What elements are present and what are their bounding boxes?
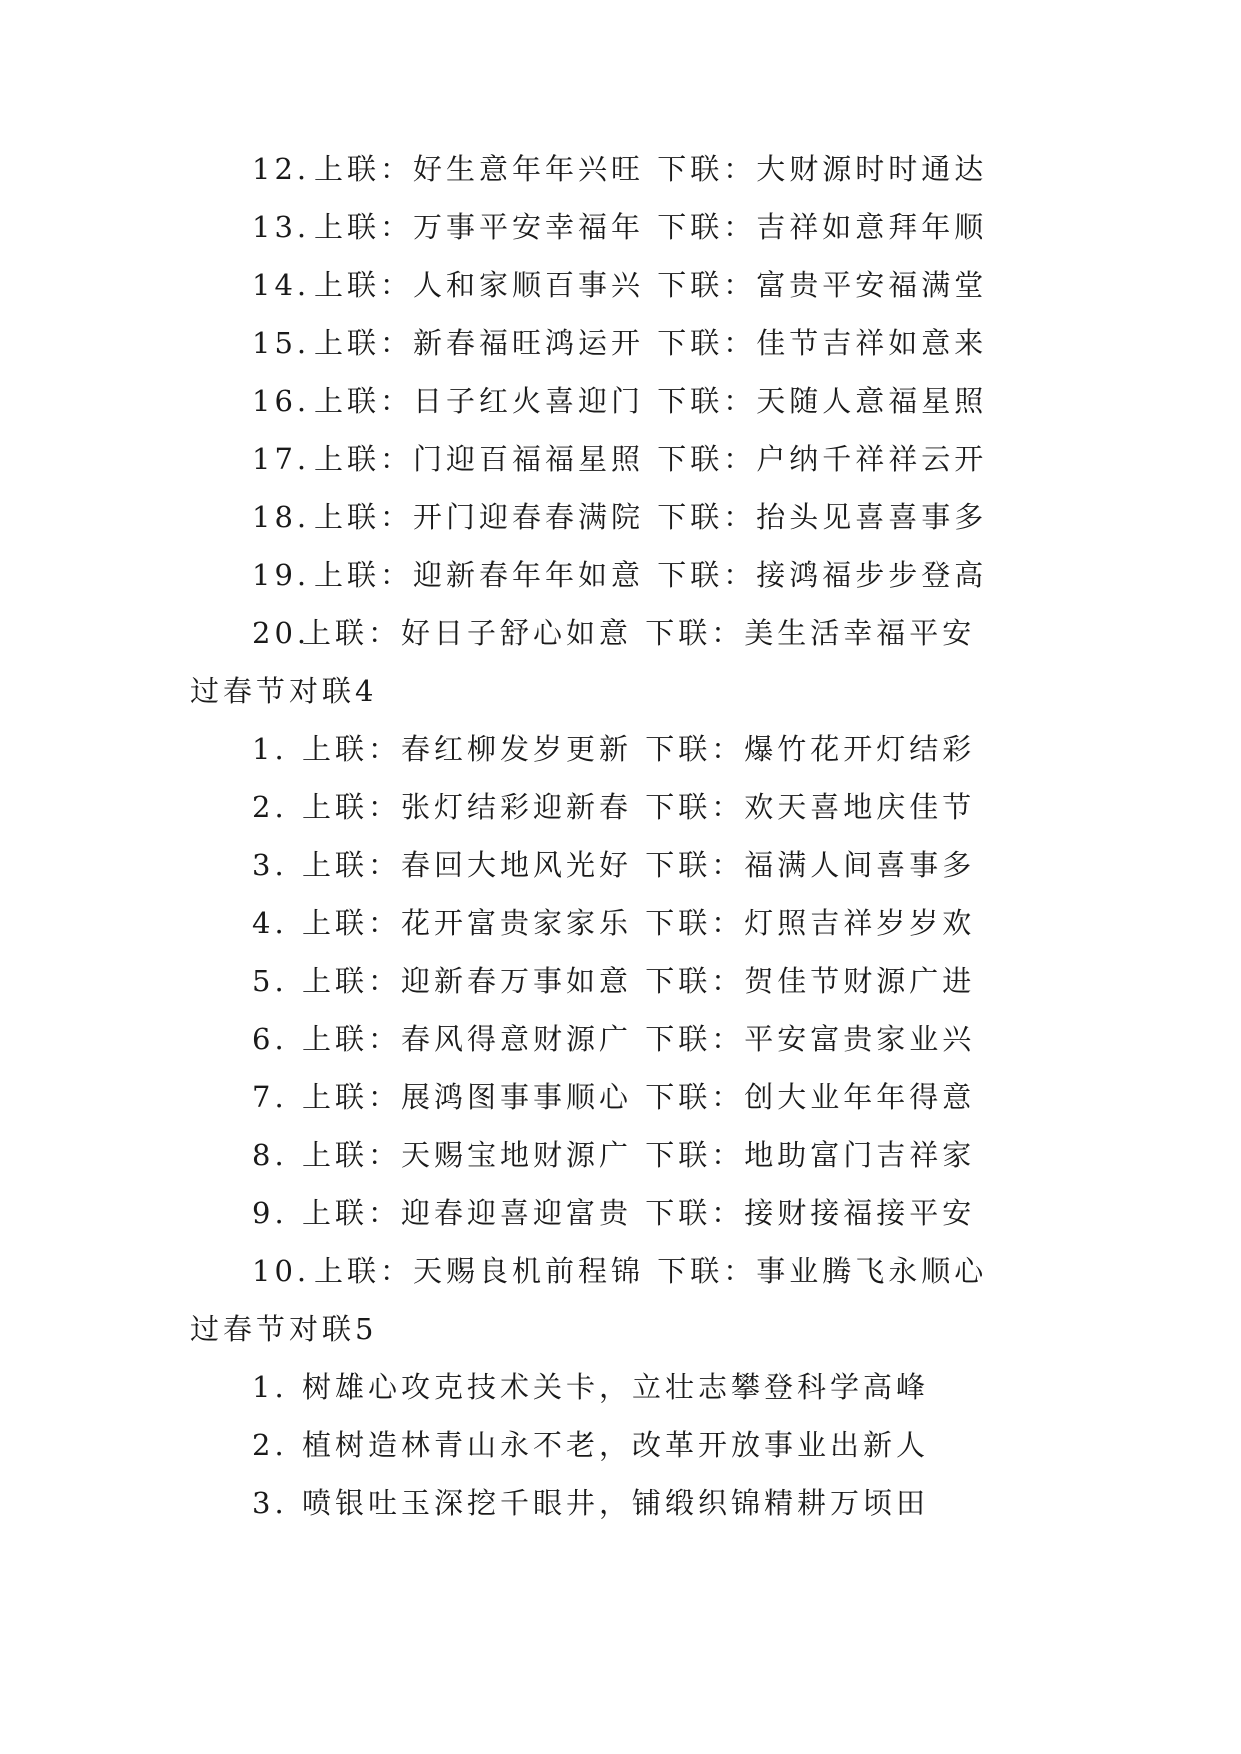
couplet-item (252, 787, 975, 827)
item-text: 上联：日子红火喜迎门 下联：天随人意福星照 (314, 384, 988, 418)
item-number: 14. (252, 268, 311, 302)
couplet-item (252, 1077, 975, 1117)
item-text: 树雄心攻克技术关卡，立壮志攀登科学高峰 (302, 1370, 930, 1404)
item-number: 16. (252, 384, 311, 418)
item-number: 7. (252, 1080, 288, 1114)
couplet-item (252, 207, 987, 247)
couplet-item (252, 1019, 975, 1059)
couplet-item (252, 1193, 975, 1233)
item-text: 上联：开门迎春春满院 下联：抬头见喜喜事多 (314, 500, 988, 534)
item-number: 18. (252, 500, 311, 534)
couplet-item (252, 1483, 929, 1523)
couplet-item (252, 729, 975, 769)
item-text: 上联：春红柳发岁更新 下联：爆竹花开灯结彩 (302, 732, 976, 766)
item-number: 10. (252, 1254, 311, 1288)
item-text: 上联：门迎百福福星照 下联：户纳千祥祥云开 (314, 442, 988, 476)
item-number: 8. (252, 1138, 288, 1172)
item-text: 植树造林青山永不老，改革开放事业出新人 (302, 1428, 930, 1462)
section-heading: 过春节对联4 (190, 674, 378, 708)
item-number: 3. (252, 1486, 288, 1520)
couplet-item (252, 555, 987, 595)
item-number: 1. (252, 732, 288, 766)
item-text: 上联：迎春迎喜迎富贵 下联：接财接福接平安 (302, 1196, 976, 1230)
item-text: 喷银吐玉深挖千眼井，铺缎织锦精耕万顷田 (302, 1486, 930, 1520)
item-number: 2. (252, 1428, 288, 1462)
item-text: 上联：迎新春年年如意 下联：接鸿福步步登高 (314, 558, 988, 592)
item-text: 上联：展鸿图事事顺心 下联：创大业年年得意 (302, 1080, 976, 1114)
couplet-item (252, 265, 987, 305)
item-number: 15. (252, 326, 311, 360)
item-number: 17. (252, 442, 311, 476)
couplet-item (252, 961, 975, 1001)
item-number: 4. (252, 906, 288, 940)
item-number: 6. (252, 1022, 288, 1056)
item-text: 上联：花开富贵家家乐 下联：灯照吉祥岁岁欢 (302, 906, 976, 940)
item-text: 上联：迎新春万事如意 下联：贺佳节财源广进 (302, 964, 976, 998)
couplet-item (252, 1251, 987, 1291)
item-text: 上联：万事平安幸福年 下联：吉祥如意拜年顺 (314, 210, 988, 244)
couplet-item (252, 1367, 929, 1407)
section-heading: 过春节对联5 (190, 1312, 378, 1346)
item-number: 1. (252, 1370, 288, 1404)
item-text: 上联：张灯结彩迎新春 下联：欢天喜地庆佳节 (302, 790, 976, 824)
item-text: 上联：人和家顺百事兴 下联：富贵平安福满堂 (314, 268, 988, 302)
couplet-item (252, 323, 987, 363)
couplet-item (252, 497, 987, 537)
item-number: 20. (252, 616, 311, 650)
item-number: 5. (252, 964, 288, 998)
item-text: 上联：天赐宝地财源广 下联：地助富门吉祥家 (302, 1138, 976, 1172)
couplet-item (252, 381, 987, 421)
couplet-item (252, 845, 975, 885)
couplet-item (252, 903, 975, 943)
couplet-item (252, 613, 975, 653)
item-number: 3. (252, 848, 288, 882)
item-text: 上联：新春福旺鸿运开 下联：佳节吉祥如意来 (314, 326, 988, 360)
item-text: 上联：天赐良机前程锦 下联：事业腾飞永顺心 (314, 1254, 988, 1288)
item-number: 2. (252, 790, 288, 824)
item-number: 19. (252, 558, 311, 592)
item-text: 上联：好日子舒心如意 下联：美生活幸福平安 (302, 616, 976, 650)
couplet-item (252, 149, 987, 189)
item-text: 上联：好生意年年兴旺 下联：大财源时时通达 (314, 152, 988, 186)
couplet-item (252, 1425, 929, 1465)
item-number: 13. (252, 210, 311, 244)
couplet-item (252, 439, 987, 479)
item-number: 12. (252, 152, 311, 186)
item-text: 上联：春风得意财源广 下联：平安富贵家业兴 (302, 1022, 976, 1056)
item-text: 上联：春回大地风光好 下联：福满人间喜事多 (302, 848, 976, 882)
couplet-item (252, 1135, 975, 1175)
item-number: 9. (252, 1196, 288, 1230)
